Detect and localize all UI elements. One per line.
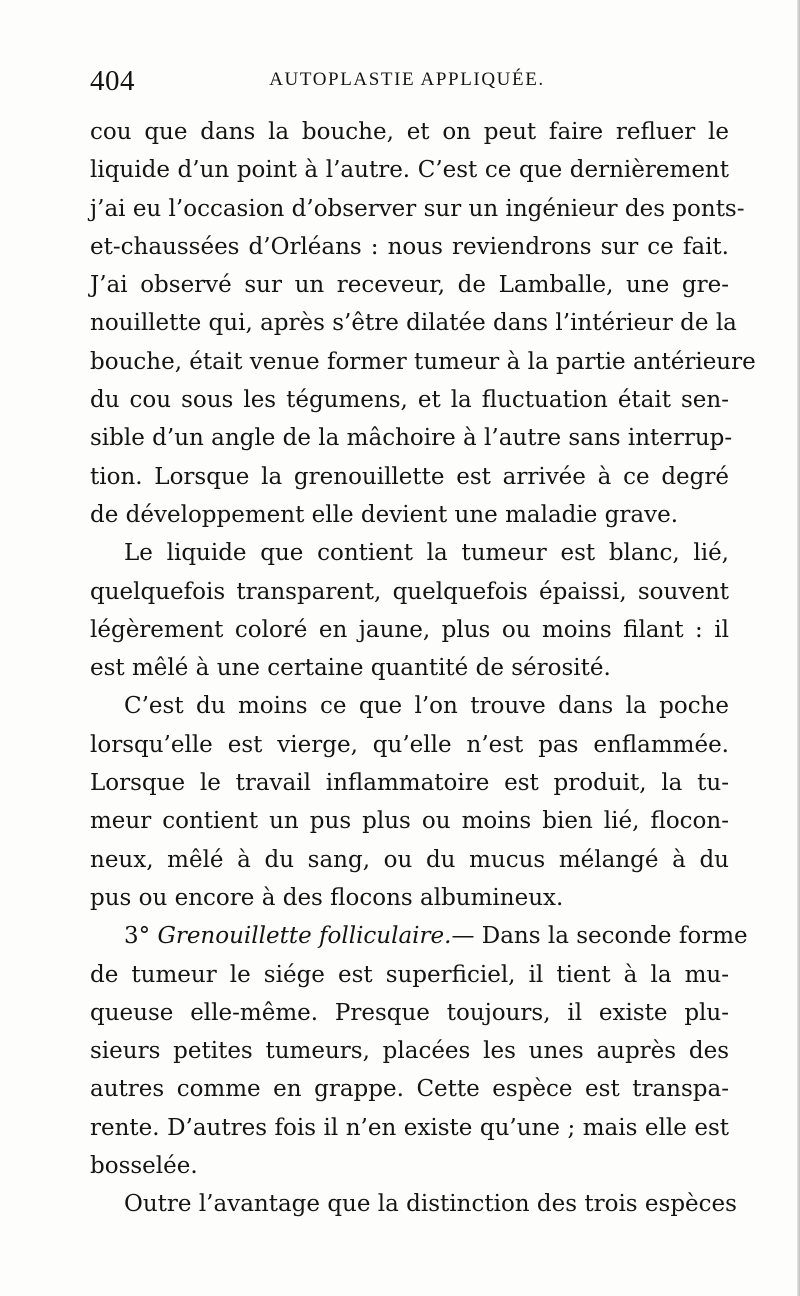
section-heading-line — [90, 917, 748, 955]
body-text — [90, 113, 756, 1224]
text-line: queuse elle-même. Presque toujours, il existe plu- — [90, 999, 729, 1026]
text-line: Lorsque le travail inflammatoire est produit, la tu- — [90, 770, 729, 797]
section-heading-rest: — Dans la seconde forme — [451, 923, 748, 950]
text-line: Le liquide que contient la tumeur est blanc, lié, — [124, 540, 729, 567]
text-line: liquide d’un point à l’autre. C’est ce que dernièrement — [90, 157, 729, 184]
text-line: sible d’un angle de la mâchoire à l’autre sans interrup- — [90, 425, 733, 452]
text-line: de développement elle devient une maladie grave. — [90, 501, 679, 528]
text-line: de tumeur le siége est superficiel, il tient à la mu- — [90, 961, 729, 988]
text-line: bouche, était venue former tumeur à la partie antérieure — [90, 348, 756, 375]
section-number: 3° — [124, 923, 151, 950]
text-line: rente. D’autres fois il n’en existe qu’une ; mais elle est — [90, 1114, 729, 1141]
text-line: sieurs petites tumeurs, placées les unes auprès des — [90, 1038, 729, 1065]
text-line: autres comme en grappe. Cette espèce est transpa- — [90, 1076, 729, 1103]
text-line: nouillette qui, après s’être dilatée dans l’intérieur de la — [90, 310, 737, 337]
text-line: bosselée. — [90, 1153, 198, 1180]
text-line: C’est du moins ce que l’on trouve dans la poche — [124, 693, 729, 720]
text-line: j’ai eu l’occasion d’observer sur un ingénieur des ponts- — [90, 195, 745, 222]
running-title: AUTOPLASTIE APPLIQUÉE. — [269, 69, 545, 90]
text-line: quelquefois transparent, quelquefois épaissi, souvent — [90, 578, 729, 605]
section-heading: Grenouillette folliculaire. — [157, 923, 452, 950]
text-line: légèrement coloré en jaune, plus ou moins filant : il — [90, 616, 729, 643]
text-line: est mêlé à une certaine quantité de sérosité. — [90, 655, 611, 682]
text-line: J’ai observé sur un receveur, de Lamballe, une gre- — [90, 272, 729, 299]
text-line: cou que dans la bouche, et on peut faire refluer le — [90, 119, 729, 145]
text-line: du cou sous les tégumens, et la fluctuation était sen- — [90, 387, 729, 414]
text-line: pus ou encore à des flocons albumineux. — [90, 884, 564, 911]
text-line: meur contient un pus plus ou moins bien lié, flocon- — [90, 808, 729, 835]
text-line: et-chaussées d’Orléans : nous reviendrons sur ce fait. — [90, 233, 729, 260]
page-number: 404 — [90, 65, 135, 97]
text-line: neux, mêlé à du sang, ou du mucus mélangé à du — [90, 846, 729, 873]
text-line: Outre l’avantage que la distinction des trois espèces — [124, 1191, 737, 1218]
text-line: lorsqu’elle est vierge, qu’elle n’est pas enflammée. — [90, 731, 729, 758]
text-line: tion. Lorsque la grenouillette est arrivée à ce degré — [90, 463, 729, 490]
